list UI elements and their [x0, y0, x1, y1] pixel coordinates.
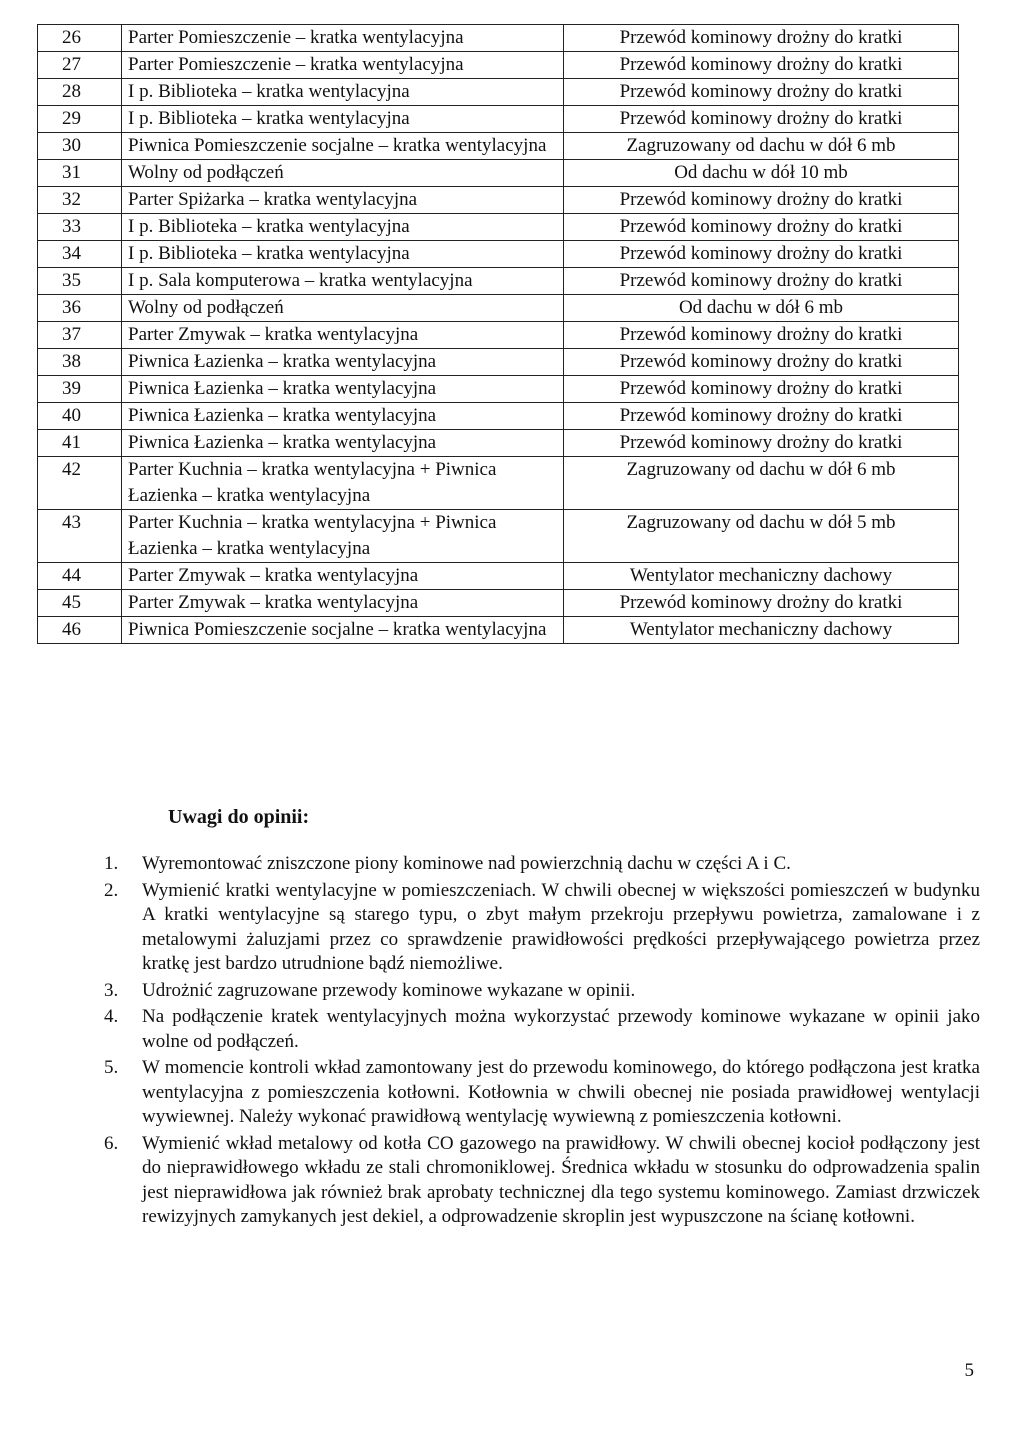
row-number: 28	[38, 79, 122, 106]
flue-condition: Od dachu w dół 10 mb	[564, 160, 959, 187]
remark-number: 2.	[104, 879, 119, 901]
row-number: 44	[38, 563, 122, 590]
flue-condition: Przewód kominowy drożny do kratki	[564, 403, 959, 430]
flue-condition: Przewód kominowy drożny do kratki	[564, 187, 959, 214]
connection-location: Parter Pomieszczenie – kratka wentylacyjna	[122, 25, 564, 52]
remarks-list	[104, 852, 980, 1232]
remark-item	[104, 1005, 980, 1054]
remark-text: Wyremontować zniszczone piony kominowe nad powierzchnią dachu w części A i C.	[142, 853, 791, 874]
row-number: 33	[38, 214, 122, 241]
connection-location: Parter Zmywak – kratka wentylacyjna	[122, 322, 564, 349]
table-body	[38, 25, 959, 644]
remarks-title: Uwagi do opinii:	[168, 806, 310, 828]
flue-condition: Przewód kominowy drożny do kratki	[564, 214, 959, 241]
flue-condition: Zagruzowany od dachu w dół 6 mb	[564, 133, 959, 160]
table-row	[38, 403, 959, 430]
table-row	[38, 563, 959, 590]
connection-location: Piwnica Pomieszczenie socjalne – kratka wentylacyjna	[122, 133, 564, 160]
remark-text: Udrożnić zagruzowane przewody kominowe wykazane w opinii.	[142, 979, 636, 1001]
connection-location: I p. Biblioteka – kratka wentylacyjna	[122, 214, 564, 241]
table-row	[38, 133, 959, 160]
table-row	[38, 457, 959, 510]
flue-condition: Zagruzowany od dachu w dół 6 mb	[564, 457, 959, 510]
table-row	[38, 187, 959, 214]
row-number: 36	[38, 295, 122, 322]
row-number: 29	[38, 106, 122, 133]
row-number: 41	[38, 430, 122, 457]
table-row	[38, 295, 959, 322]
remark-number: 6.	[104, 1132, 119, 1154]
table-row	[38, 268, 959, 295]
table-row	[38, 376, 959, 403]
chimney-inspection-table	[37, 24, 959, 644]
connection-location: Parter Spiżarka – kratka wentylacyjna	[122, 187, 564, 214]
flue-condition: Przewód kominowy drożny do kratki	[564, 322, 959, 349]
remark-text: Wymienić kratki wentylacyjne w pomieszczeniach. W chwili obecnej w większości pomieszczeń w budynku A kratki wentylacyjne są starego typu, o zbyt małym przekroju przepływu powietrza, zamalowane i z metalowymi żaluzjami przez co sprawdzenie prawidłowości prędkości przepływającego powietrza przez kratkę jest bardzo utrudnione bądź niemożliwe.	[142, 879, 980, 974]
flue-condition: Przewód kominowy drożny do kratki	[564, 79, 959, 106]
remark-item	[104, 979, 980, 1004]
flue-condition: Przewód kominowy drożny do kratki	[564, 25, 959, 52]
row-number: 46	[38, 617, 122, 644]
row-number: 30	[38, 133, 122, 160]
flue-condition: Od dachu w dół 6 mb	[564, 295, 959, 322]
connection-location: Piwnica Łazienka – kratka wentylacyjna	[122, 376, 564, 403]
table-row	[38, 160, 959, 187]
row-number: 27	[38, 52, 122, 79]
remark-number: 1.	[104, 853, 119, 874]
flue-condition: Przewód kominowy drożny do kratki	[564, 106, 959, 133]
row-number: 31	[38, 160, 122, 187]
flue-condition: Przewód kominowy drożny do kratki	[564, 376, 959, 403]
flue-condition: Wentylator mechaniczny dachowy	[564, 617, 959, 644]
connection-location: Piwnica Łazienka – kratka wentylacyjna	[122, 403, 564, 430]
table-row	[38, 430, 959, 457]
remark-number: 4.	[104, 1006, 119, 1027]
row-number: 34	[38, 241, 122, 268]
row-number: 32	[38, 187, 122, 214]
connection-location: Parter Kuchnia – kratka wentylacyjna + Piwnica Łazienka – kratka wentylacyjna	[122, 510, 564, 563]
remark-item	[104, 1132, 980, 1230]
connection-location: I p. Biblioteka – kratka wentylacyjna	[122, 79, 564, 106]
table-row	[38, 617, 959, 644]
remark-text: Na podłączenie kratek wentylacyjnych można wykorzystać przewody kominowe wykazane w opinii jako wolne od podłączeń.	[142, 1006, 980, 1052]
connection-location: Piwnica Łazienka – kratka wentylacyjna	[122, 430, 564, 457]
remark-item	[104, 879, 980, 977]
table-row	[38, 79, 959, 106]
row-number: 43	[38, 510, 122, 563]
connection-location: Parter Kuchnia – kratka wentylacyjna + Piwnica Łazienka – kratka wentylacyjna	[122, 457, 564, 510]
connection-location: Piwnica Pomieszczenie socjalne – kratka wentylacyjna	[122, 617, 564, 644]
flue-condition: Wentylator mechaniczny dachowy	[564, 563, 959, 590]
remark-text: W momencie kontroli wkład zamontowany jest do przewodu kominowego, do którego podłączona jest kratka wentylacyjna z pomieszczenia kotłowni. Kotłownia w chwili obecnej nie posiada prawidłowej wentylacji wywiewnej. Należy wykonać prawidłową wentylację wywiewną z pomieszczenia kotłowni.	[142, 1057, 980, 1127]
connection-location: I p. Sala komputerowa – kratka wentylacyjna	[122, 268, 564, 295]
flue-condition: Przewód kominowy drożny do kratki	[564, 52, 959, 79]
row-number: 42	[38, 457, 122, 510]
row-number: 39	[38, 376, 122, 403]
row-number: 35	[38, 268, 122, 295]
remark-item	[104, 1056, 980, 1130]
page-number: 5	[964, 1360, 974, 1381]
table-row	[38, 322, 959, 349]
remark-text: Wymienić wkład metalowy od kotła CO gazowego na prawidłowy. W chwili obecnej kocioł podłączony jest do nieprawidłowego wkładu ze stali chromoniklowej. Średnica wkładu w stosunku do odprowadzenia spalin jest nieprawidłowa jak również brak aprobaty technicznej dla tego systemu kominowego. Zamiast drzwiczek rewizyjnych zamykanych jest dekiel, a odprowadzenie skroplin jest wypuszczone na ścianę kotłowni.	[142, 1132, 980, 1227]
table-row	[38, 25, 959, 52]
flue-condition: Przewód kominowy drożny do kratki	[564, 241, 959, 268]
row-number: 38	[38, 349, 122, 376]
table-row	[38, 214, 959, 241]
remark-item	[104, 852, 980, 877]
row-number: 40	[38, 403, 122, 430]
row-number: 26	[38, 25, 122, 52]
table-row	[38, 241, 959, 268]
connection-location: I p. Biblioteka – kratka wentylacyjna	[122, 106, 564, 133]
connection-location: Parter Pomieszczenie – kratka wentylacyjna	[122, 52, 564, 79]
table-row	[38, 52, 959, 79]
remark-number: 5.	[104, 1057, 119, 1078]
connection-location: Piwnica Łazienka – kratka wentylacyjna	[122, 349, 564, 376]
flue-condition: Zagruzowany od dachu w dół 5 mb	[564, 510, 959, 563]
connection-location: Wolny od podłączeń	[122, 160, 564, 187]
table-row	[38, 590, 959, 617]
connection-location: Wolny od podłączeń	[122, 295, 564, 322]
flue-condition: Przewód kominowy drożny do kratki	[564, 590, 959, 617]
row-number: 45	[38, 590, 122, 617]
flue-condition: Przewód kominowy drożny do kratki	[564, 430, 959, 457]
flue-condition: Przewód kominowy drożny do kratki	[564, 349, 959, 376]
connection-location: Parter Zmywak – kratka wentylacyjna	[122, 563, 564, 590]
connection-location: I p. Biblioteka – kratka wentylacyjna	[122, 241, 564, 268]
table-row	[38, 510, 959, 563]
connection-location: Parter Zmywak – kratka wentylacyjna	[122, 590, 564, 617]
row-number: 37	[38, 322, 122, 349]
table-row	[38, 349, 959, 376]
table-row	[38, 106, 959, 133]
flue-condition: Przewód kominowy drożny do kratki	[564, 268, 959, 295]
remark-number: 3.	[104, 979, 119, 1001]
